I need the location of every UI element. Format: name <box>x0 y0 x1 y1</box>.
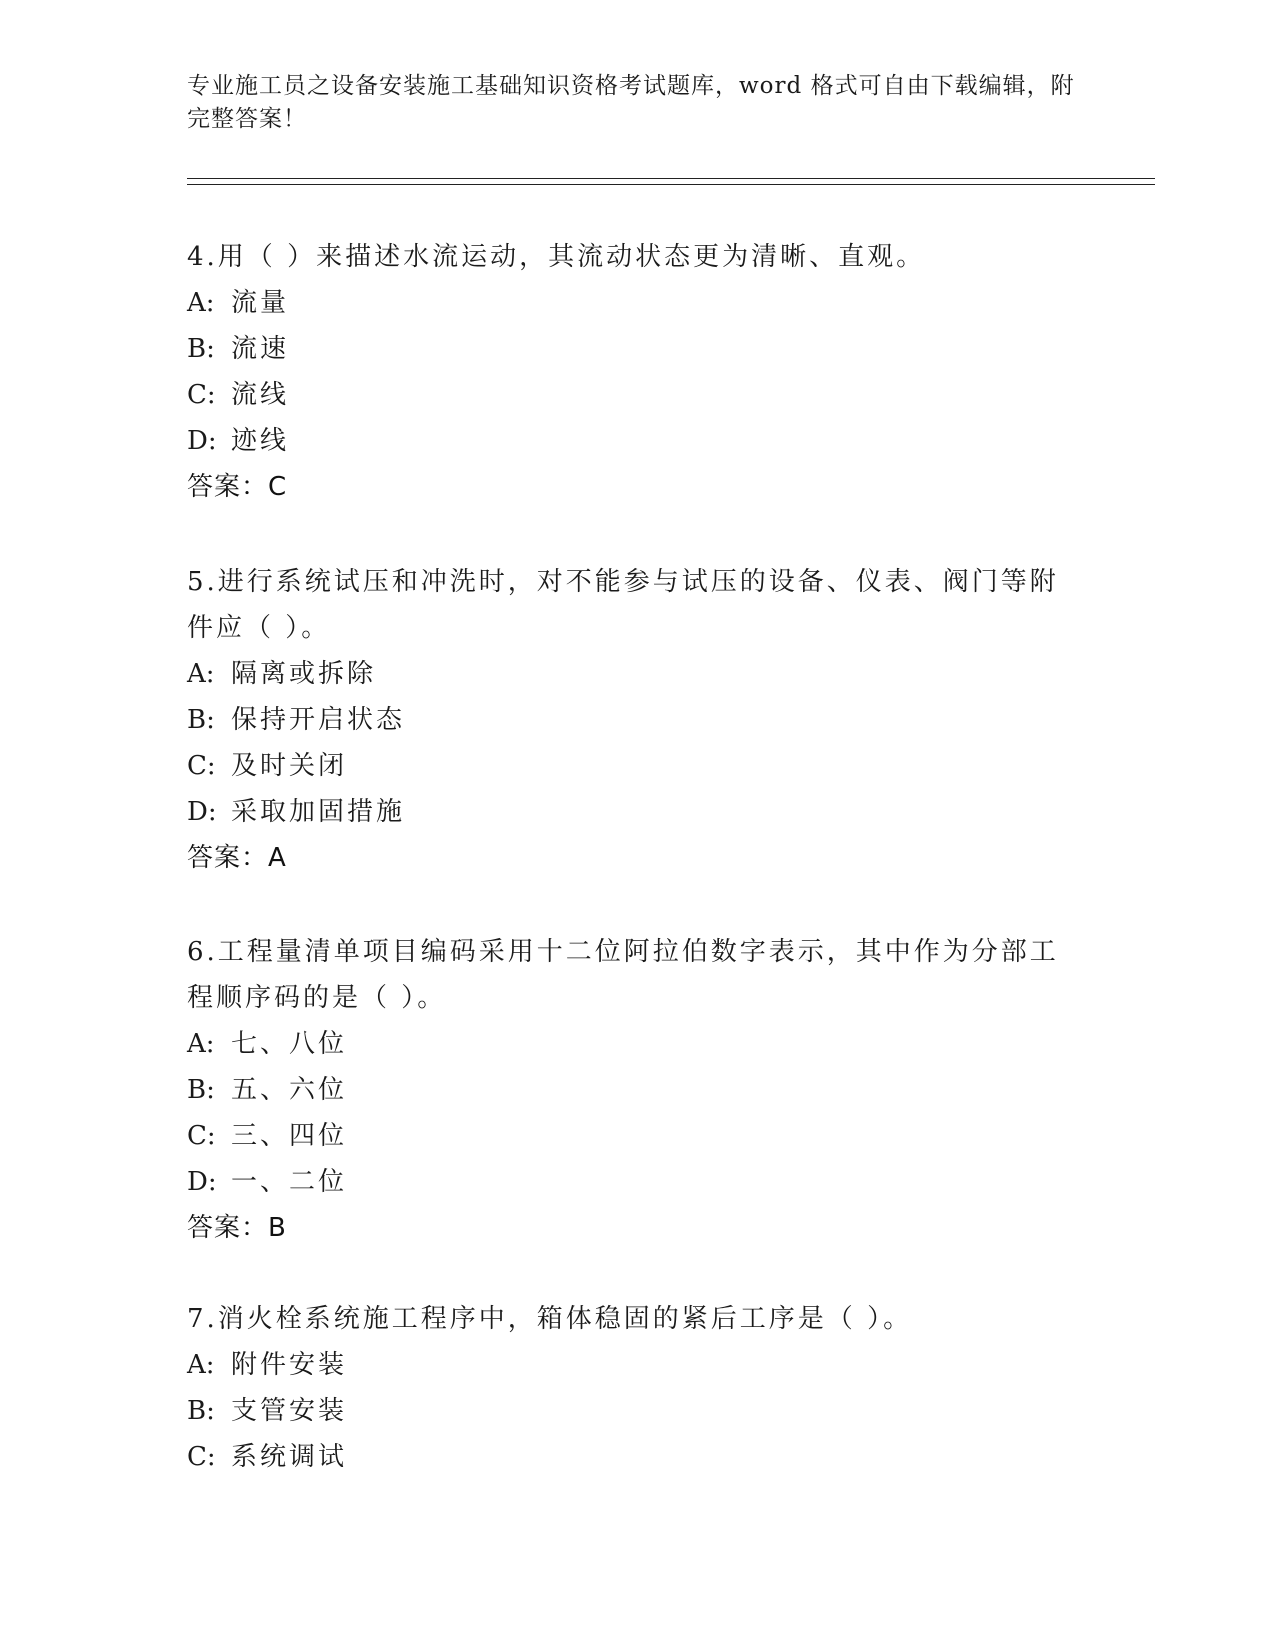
answer-line: 答案：C <box>187 472 288 502</box>
document-header: 专业施工员之设备安装施工基础知识资格考试题库，word 格式可自由下载编辑，附完整答案！ <box>187 73 1075 132</box>
answer-line: 答案：B <box>187 1213 287 1243</box>
question-6 <box>187 929 1067 1251</box>
option-letter: B: <box>187 334 215 364</box>
option-letter: C: <box>187 1121 216 1151</box>
question-stem: 7.消火栓系统施工程序中，箱体稳固的紧后工序是（ ）。 <box>187 1304 913 1334</box>
option-b <box>187 326 1067 372</box>
question-5 <box>187 559 1067 881</box>
option-letter: B: <box>187 1396 215 1426</box>
option-d <box>187 1159 1067 1205</box>
option-d <box>187 789 1067 835</box>
option-c <box>187 1113 1067 1159</box>
option-letter: B: <box>187 705 215 735</box>
option-a <box>187 651 1067 697</box>
option-text: 流线 <box>231 380 290 410</box>
option-letter: C: <box>187 1442 216 1472</box>
question-stem: 4.用（ ）来描述水流运动，其流动状态更为清晰、直观。 <box>187 242 926 272</box>
option-text: 隔离或拆除 <box>231 659 377 689</box>
header-divider-top <box>187 178 1155 179</box>
question-stem: 5.进行系统试压和冲洗时，对不能参与试压的设备、仪表、阀门等附件应（ ）。 <box>187 567 1059 643</box>
option-text: 迹线 <box>231 426 290 456</box>
option-letter: A: <box>187 659 215 689</box>
option-text: 七、八位 <box>231 1029 348 1059</box>
option-c <box>187 372 1067 418</box>
option-letter: C: <box>187 380 216 410</box>
question-stem: 6.工程量清单项目编码采用十二位阿拉伯数字表示，其中作为分部工程顺序码的是（ ）。 <box>187 937 1059 1013</box>
option-b <box>187 1388 1067 1434</box>
option-d <box>187 418 1067 464</box>
header-divider-bottom <box>187 184 1155 185</box>
option-letter: A: <box>187 288 215 318</box>
option-text: 一、二位 <box>231 1167 348 1197</box>
question-7 <box>187 1296 1067 1480</box>
option-b <box>187 1067 1067 1113</box>
option-letter: D: <box>187 426 217 456</box>
option-text: 支管安装 <box>231 1396 348 1426</box>
option-text: 系统调试 <box>231 1442 348 1472</box>
option-letter: A: <box>187 1029 215 1059</box>
question-4 <box>187 234 1067 510</box>
option-text: 采取加固措施 <box>231 797 406 827</box>
option-letter: D: <box>187 1167 217 1197</box>
option-a <box>187 1021 1067 1067</box>
option-text: 三、四位 <box>231 1121 348 1151</box>
option-text: 及时关闭 <box>231 751 348 781</box>
option-a <box>187 280 1067 326</box>
option-text: 附件安装 <box>231 1350 348 1380</box>
option-text: 保持开启状态 <box>231 705 406 735</box>
option-text: 流速 <box>231 334 290 364</box>
option-letter: C: <box>187 751 216 781</box>
option-b <box>187 697 1067 743</box>
option-text: 五、六位 <box>231 1075 348 1105</box>
option-letter: A: <box>187 1350 215 1380</box>
option-c <box>187 1434 1067 1480</box>
option-letter: D: <box>187 797 217 827</box>
option-letter: B: <box>187 1075 215 1105</box>
option-a <box>187 1342 1067 1388</box>
option-c <box>187 743 1067 789</box>
answer-line: 答案：A <box>187 843 287 873</box>
option-text: 流量 <box>231 288 290 318</box>
